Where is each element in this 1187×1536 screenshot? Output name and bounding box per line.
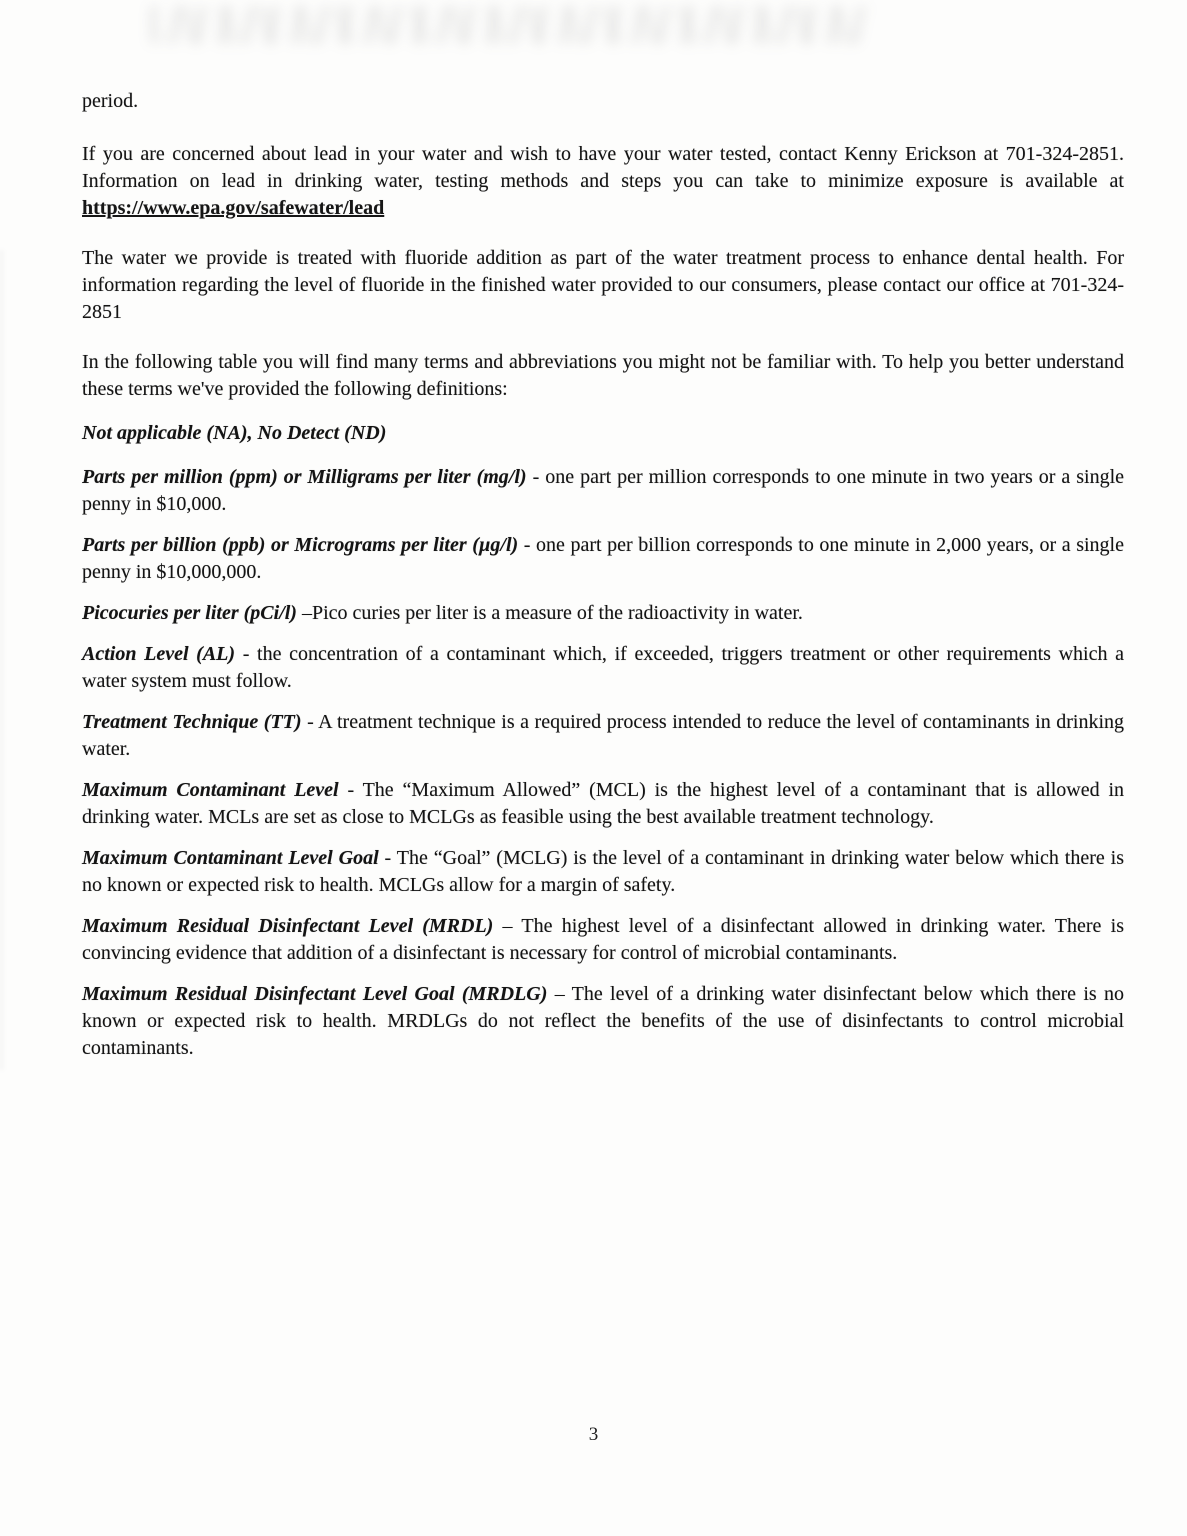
definition-text: - the concentration of a contaminant which, if exceeded, triggers treatment or other requirements which a water system must follow. [82, 643, 1125, 692]
epa-safewater-link[interactable]: https://www.epa.gov/safewater/lead [82, 197, 385, 219]
paragraph-text: If you are concerned about lead in your water and wish to have your water tested, contact Kenny Erickson at 701-324-2851. Information on lead in drinking water, testing methods and steps you can take to minimize exposure is available at [82, 143, 1124, 192]
definition-text: – The level of a drinking water disinfectant below which there is no known or expected risk to health. MRDLGs do not reflect the benefits of the use of disinfectants to control microbial contaminants. [82, 983, 1124, 1059]
definition-term: Parts per billion (ppb) or Micrograms per liter (µg/l) [82, 534, 519, 556]
definition-text: –Pico curies per liter is a measure of the radioactivity in water. [296, 602, 803, 624]
definition-picocuries [82, 600, 1124, 627]
paragraph-lead-testing [82, 141, 1124, 222]
definition-mclg [82, 845, 1124, 899]
scan-edge-artifact [0, 250, 5, 1070]
paragraph-period [82, 88, 1124, 115]
definition-term: Maximum Contaminant Level Goal [82, 847, 379, 869]
paragraph-text: In the following table you will find many terms and abbreviations you might not be familiar with. To help you better understand these terms we've provided the following definitions: [82, 351, 1124, 400]
paragraph-fluoride [82, 245, 1124, 326]
definition-mrdlg [82, 981, 1124, 1062]
definition-term: Treatment Technique (TT) [82, 711, 302, 733]
definition-mcl [82, 777, 1124, 831]
scan-artifact [150, 6, 870, 44]
paragraph-text: The water we provide is treated with fluoride addition as part of the water treatment process to enhance dental health. For information regarding the level of fluoride in the finished water provided to our consumers, please contact our office at 701-324-2851 [82, 247, 1124, 323]
document-content [82, 88, 1124, 1076]
definition-term: Action Level (AL) [82, 643, 236, 665]
definition-text: – The highest level of a disinfectant allowed in drinking water. There is convincing evidence that addition of a disinfectant is necessary for control of microbial contaminants. [82, 915, 1124, 964]
definition-treatment-technique [82, 709, 1124, 763]
definition-text: - one part per billion corresponds to one minute in 2,000 years, or a single penny in $10,000,000. [82, 534, 1124, 583]
definition-term: Picocuries per liter (pCi/l) [82, 602, 297, 624]
definition-text: - one part per million corresponds to one minute in two years or a single penny in $10,000. [82, 466, 1125, 515]
paragraph-definitions-intro [82, 349, 1124, 403]
definition-text: - A treatment technique is a required process intended to reduce the level of contaminants in drinking water. [82, 711, 1125, 760]
definition-term: Maximum Contaminant Level [82, 779, 339, 801]
definition-term: Not applicable (NA), No Detect (ND) [82, 422, 387, 444]
definition-action-level [82, 641, 1124, 695]
paragraph-text: period. [82, 90, 139, 112]
definition-term: Maximum Residual Disinfectant Level (MRDL) [82, 915, 494, 937]
definition-term: Parts per million (ppm) or Milligrams per liter (mg/l) [82, 466, 527, 488]
definition-term: Maximum Residual Disinfectant Level Goal (MRDLG) [82, 983, 548, 1005]
definition-na-nd [82, 420, 1124, 447]
definition-text: - The “Maximum Allowed” (MCL) is the highest level of a contaminant that is allowed in drinking water. MCLs are set as close to MCLGs as feasible using the best available treatment technology. [82, 779, 1124, 828]
definition-ppm [82, 464, 1124, 518]
page-number: 3 [588, 1424, 599, 1445]
definition-mrdl [82, 913, 1124, 967]
definition-ppb [82, 532, 1124, 586]
definition-text: - The “Goal” (MCLG) is the level of a contaminant in drinking water below which there is no known or expected risk to health. MCLGs allow for a margin of safety. [82, 847, 1124, 896]
